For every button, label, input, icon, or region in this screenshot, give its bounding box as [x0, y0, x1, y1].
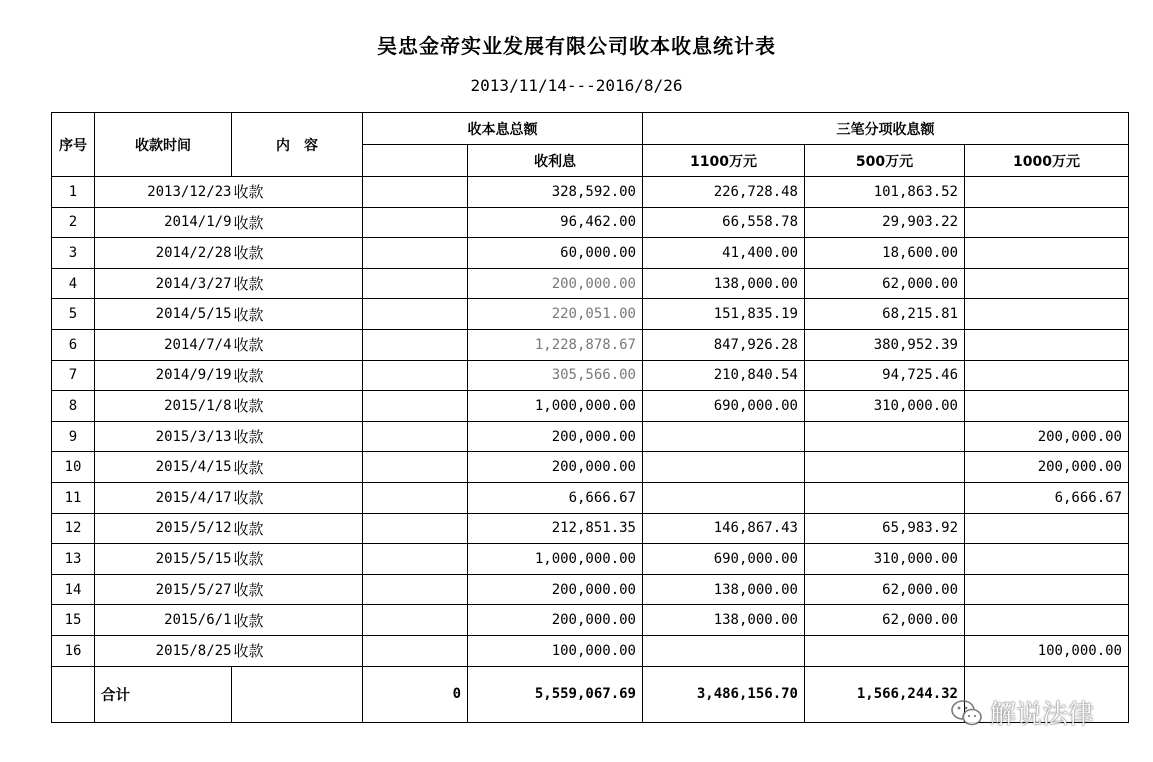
row-500: 62,000.00: [805, 574, 965, 605]
row-content: 收款: [232, 452, 363, 483]
row-500: 18,600.00: [805, 238, 965, 269]
row-500: 29,903.22: [805, 207, 965, 238]
row-principal: [363, 299, 468, 330]
row-500: [805, 482, 965, 513]
row-interest: 200,000.00: [468, 268, 643, 299]
total-500: 1,566,244.32: [805, 666, 965, 722]
row-1000: [965, 544, 1129, 575]
row-content: 收款: [232, 421, 363, 452]
row-principal: [363, 421, 468, 452]
row-content: 收款: [232, 177, 363, 208]
row-number: 3: [52, 238, 95, 269]
row-number: 8: [52, 391, 95, 422]
row-1100: [643, 421, 805, 452]
row-interest: 328,592.00: [468, 177, 643, 208]
row-1000: [965, 513, 1129, 544]
header-1000: 1000万元: [965, 145, 1129, 177]
row-date: 2015/4/17: [95, 482, 232, 513]
total-content-cell: [232, 666, 363, 722]
total-interest: 5,559,067.69: [468, 666, 643, 722]
table-row: [52, 513, 1129, 544]
row-1000: [965, 329, 1129, 360]
row-content: 收款: [232, 207, 363, 238]
table-row: [52, 360, 1129, 391]
row-1000: [965, 574, 1129, 605]
row-principal: [363, 452, 468, 483]
row-500: 380,952.39: [805, 329, 965, 360]
row-1000: [965, 391, 1129, 422]
row-1100: 138,000.00: [643, 574, 805, 605]
header-500: 500万元: [805, 145, 965, 177]
row-interest: 1,228,878.67: [468, 329, 643, 360]
row-principal: [363, 605, 468, 636]
row-principal: [363, 391, 468, 422]
row-interest: 60,000.00: [468, 238, 643, 269]
row-principal: [363, 574, 468, 605]
row-content: 收款: [232, 329, 363, 360]
table-row: [52, 329, 1129, 360]
row-1000: [965, 360, 1129, 391]
row-1000: 100,000.00: [965, 635, 1129, 666]
row-1100: 226,728.48: [643, 177, 805, 208]
header-time: 收款时间: [95, 113, 232, 177]
row-number: 13: [52, 544, 95, 575]
row-number: 11: [52, 482, 95, 513]
row-number: 7: [52, 360, 95, 391]
row-1000: [965, 605, 1129, 636]
row-1000: 200,000.00: [965, 452, 1129, 483]
row-principal: [363, 329, 468, 360]
row-1100: 66,558.78: [643, 207, 805, 238]
table-row: [52, 452, 1129, 483]
row-1100: 210,840.54: [643, 360, 805, 391]
row-content: 收款: [232, 513, 363, 544]
row-date: 2014/5/15: [95, 299, 232, 330]
row-1000: 6,666.67: [965, 482, 1129, 513]
row-date: 2015/4/15: [95, 452, 232, 483]
row-date: 2014/1/9: [95, 207, 232, 238]
row-interest: 200,000.00: [468, 574, 643, 605]
row-number: 4: [52, 268, 95, 299]
row-content: 收款: [232, 268, 363, 299]
row-principal: [363, 544, 468, 575]
row-number: 6: [52, 329, 95, 360]
row-500: 94,725.46: [805, 360, 965, 391]
row-date: 2015/5/12: [95, 513, 232, 544]
row-1100: [643, 452, 805, 483]
table-row: [52, 268, 1129, 299]
row-principal: [363, 177, 468, 208]
row-interest: 200,000.00: [468, 421, 643, 452]
row-1100: 690,000.00: [643, 544, 805, 575]
header-group-total: 收本息总额: [363, 113, 643, 145]
table-body: [52, 177, 1129, 667]
row-principal: [363, 360, 468, 391]
total-row: [52, 666, 1129, 722]
row-date: 2014/3/27: [95, 268, 232, 299]
row-number: 16: [52, 635, 95, 666]
header-interest: 收利息: [468, 145, 643, 177]
row-500: 310,000.00: [805, 544, 965, 575]
row-1000: [965, 299, 1129, 330]
row-number: 1: [52, 177, 95, 208]
row-interest: 1,000,000.00: [468, 391, 643, 422]
table-row: [52, 421, 1129, 452]
row-content: 收款: [232, 482, 363, 513]
total-1100: 3,486,156.70: [643, 666, 805, 722]
table-row: [52, 391, 1129, 422]
row-date: 2015/8/25: [95, 635, 232, 666]
total-seq-cell: [52, 666, 95, 722]
row-1100: 41,400.00: [643, 238, 805, 269]
row-date: 2015/5/27: [95, 574, 232, 605]
table-row: [52, 544, 1129, 575]
row-content: 收款: [232, 391, 363, 422]
row-principal: [363, 268, 468, 299]
row-content: 收款: [232, 635, 363, 666]
row-1000: [965, 207, 1129, 238]
row-1100: 138,000.00: [643, 605, 805, 636]
row-date: 2015/3/13: [95, 421, 232, 452]
row-principal: [363, 482, 468, 513]
row-500: 62,000.00: [805, 605, 965, 636]
row-principal: [363, 513, 468, 544]
header-1100: 1100万元: [643, 145, 805, 177]
row-500: 310,000.00: [805, 391, 965, 422]
row-1100: [643, 482, 805, 513]
table-row: [52, 482, 1129, 513]
table-row: [52, 605, 1129, 636]
row-500: 62,000.00: [805, 268, 965, 299]
table-row: [52, 177, 1129, 208]
row-1100: 690,000.00: [643, 391, 805, 422]
row-1100: 847,926.28: [643, 329, 805, 360]
row-principal: [363, 207, 468, 238]
row-number: 10: [52, 452, 95, 483]
row-date: 2015/1/8: [95, 391, 232, 422]
header-principal: [363, 145, 468, 177]
row-interest: 212,851.35: [468, 513, 643, 544]
total-1000: [965, 666, 1129, 722]
row-interest: 6,666.67: [468, 482, 643, 513]
watermark-text: 解说法律: [990, 700, 1095, 730]
row-500: [805, 635, 965, 666]
row-1100: 151,835.19: [643, 299, 805, 330]
row-content: 收款: [232, 299, 363, 330]
header-content: 内 容: [232, 113, 363, 177]
row-interest: 100,000.00: [468, 635, 643, 666]
row-1000: 200,000.00: [965, 421, 1129, 452]
header-seq: 序号: [52, 113, 95, 177]
table-row: [52, 574, 1129, 605]
row-500: 101,863.52: [805, 177, 965, 208]
row-date: 2015/5/15: [95, 544, 232, 575]
statistics-table: [51, 112, 1129, 723]
row-interest: 220,051.00: [468, 299, 643, 330]
row-1000: [965, 268, 1129, 299]
row-500: 65,983.92: [805, 513, 965, 544]
row-date: 2013/12/23: [95, 177, 232, 208]
row-content: 收款: [232, 605, 363, 636]
row-interest: 200,000.00: [468, 452, 643, 483]
table-row: [52, 299, 1129, 330]
table-row: [52, 207, 1129, 238]
row-1100: 146,867.43: [643, 513, 805, 544]
row-interest: 1,000,000.00: [468, 544, 643, 575]
row-interest: 305,566.00: [468, 360, 643, 391]
table-row: [52, 238, 1129, 269]
row-content: 收款: [232, 574, 363, 605]
row-1000: [965, 238, 1129, 269]
row-date: 2014/2/28: [95, 238, 232, 269]
total-label: 合计: [95, 666, 232, 722]
row-number: 9: [52, 421, 95, 452]
row-principal: [363, 238, 468, 269]
total-principal: 0: [363, 666, 468, 722]
header-group-split: 三笔分项收息额: [643, 113, 1129, 145]
row-content: 收款: [232, 544, 363, 575]
page-title: 吴忠金帝实业发展有限公司收本收息统计表: [377, 34, 776, 58]
row-principal: [363, 635, 468, 666]
row-number: 12: [52, 513, 95, 544]
date-range: 2013/11/14---2016/8/26: [470, 76, 683, 95]
row-date: 2015/6/1: [95, 605, 232, 636]
row-500: [805, 421, 965, 452]
row-date: 2014/9/19: [95, 360, 232, 391]
row-number: 2: [52, 207, 95, 238]
row-1000: [965, 177, 1129, 208]
table-row: [52, 635, 1129, 666]
row-500: [805, 452, 965, 483]
row-1100: 138,000.00: [643, 268, 805, 299]
row-number: 15: [52, 605, 95, 636]
row-interest: 96,462.00: [468, 207, 643, 238]
row-1100: [643, 635, 805, 666]
row-content: 收款: [232, 360, 363, 391]
row-number: 5: [52, 299, 95, 330]
row-interest: 200,000.00: [468, 605, 643, 636]
row-500: 68,215.81: [805, 299, 965, 330]
row-number: 14: [52, 574, 95, 605]
row-date: 2014/7/4: [95, 329, 232, 360]
row-content: 收款: [232, 238, 363, 269]
